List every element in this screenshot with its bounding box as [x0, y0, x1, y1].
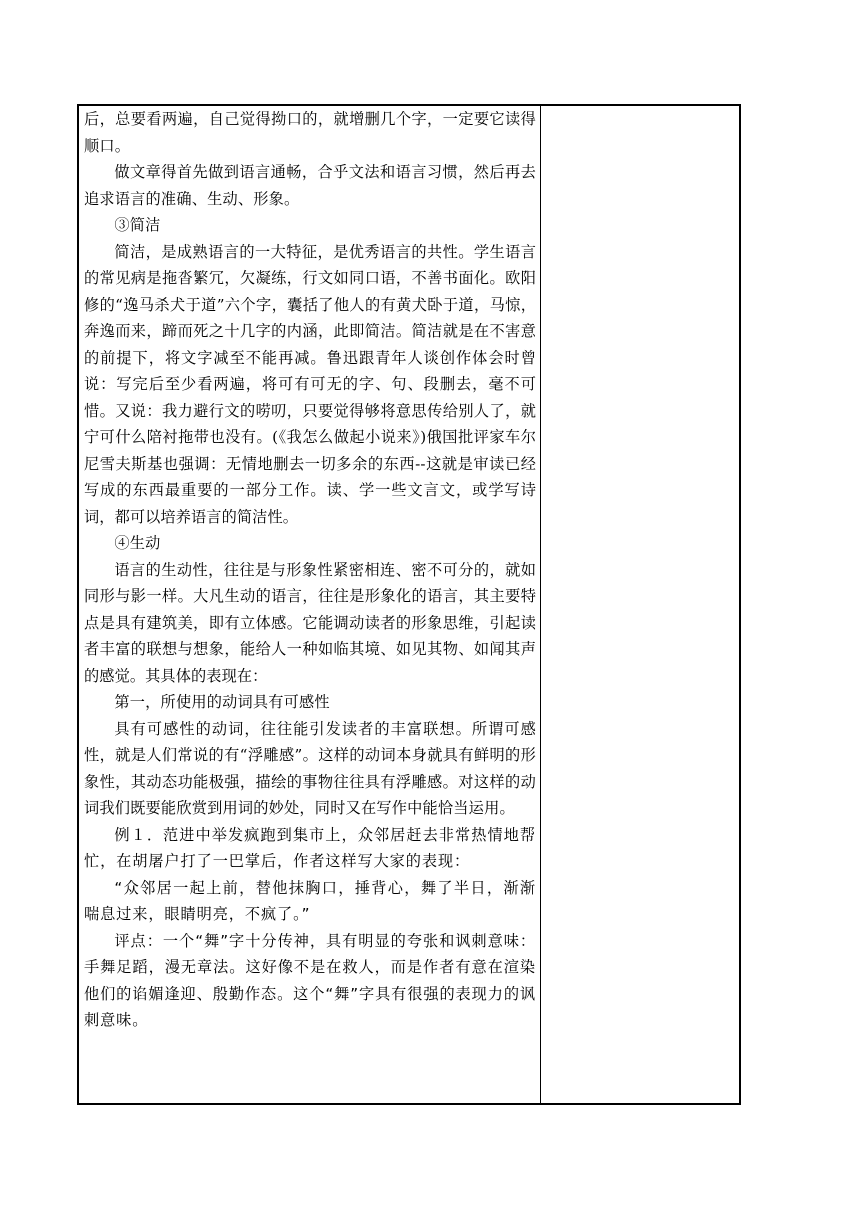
paragraph-quote: “众邻居一起上前，替他抹胸口，捶背心，舞了半日，渐渐喘息过来，眼睛明亮，不疯了。”	[84, 878, 536, 923]
paragraph-continuation: 后，总要看两遍，自己觉得拗口的，就增删几个字，一定要它读得顺口。	[84, 110, 536, 155]
notes-cell	[541, 106, 739, 1103]
heading-vividness: ④生动	[114, 534, 161, 552]
document-table	[77, 104, 741, 1105]
paragraph-example-1: 例１．范进中举发疯跑到集市上，众邻居赶去非常热情地帮忙，在胡屠户打了一巴掌后，作者这样写大家的表现：	[84, 825, 536, 870]
paragraph-fluency: 做文章得首先做到语言通畅，合乎文法和语言习惯，然后再去追求语言的准确、生动、形象。	[84, 163, 536, 208]
paragraph-vividness: 语言的生动性，往往是与形象性紧密相连、密不可分的，就如同形与影一样。大凡生动的语言，往往是形象化的语言，其主要特点是具有建筑美，即有立体感。它能调动读者的形象思维，引起读者丰富的联想与想象，能给人一种如临其境、如见其物、如闻其声的感觉。其具体的表现在：	[84, 560, 536, 685]
paragraph-conciseness: 简洁，是成熟语言的一大特征，是优秀语言的共性。学生语言的常见病是拖沓繁冗，欠凝练，行文如同口语，不善书面化。欧阳修的“逸马杀犬于道”六个字，囊括了他人的有黄犬卧于道，马惊，奔逸而来，蹄而死之十几字的内涵，此即简洁。简洁就是在不害意的前提下，将文字减至不能再减。鲁迅跟青年人谈创作体会时曾说：写完后至少看两遍，将可有可无的字、句、段删去，毫不可惜。又说：我力避行文的唠叨，只要觉得够将意思传给别人了，就宁可什么陪衬拖带也没有。(《我怎么做起小说来》)俄国批评家车尔尼雪夫斯基也强调：无情地删去一切多余的东西--这就是审读已经写成的东西最重要的一部分工作。读、学一些文言文，或学写诗词，都可以培养语言的简洁性。	[84, 242, 536, 526]
heading-first-point: 第一，所使用的动词具有可感性	[114, 693, 330, 711]
paragraph-verbs: 具有可感性的动词，往往能引发读者的丰富联想。所谓可感性，就是人们常说的有“浮雕感”。这样的动词本身就具有鲜明的形象性，其动态功能极强，描绘的事物往往具有浮雕感。对这样的动词我们既要能欣赏到用词的妙处，同时又在写作中能恰当运用。	[84, 719, 536, 817]
paragraph-comment: 评点：一个“舞”字十分传神，具有明显的夸张和讽刺意味：手舞足蹈，漫无章法。这好像不是在救人，而是作者有意在渲染他们的谄媚逢迎、殷勤作态。这个“舞”字具有很强的表现力的讽刺意味。	[84, 931, 536, 1029]
main-text-cell	[84, 106, 536, 1034]
heading-conciseness: ③简洁	[114, 216, 161, 234]
